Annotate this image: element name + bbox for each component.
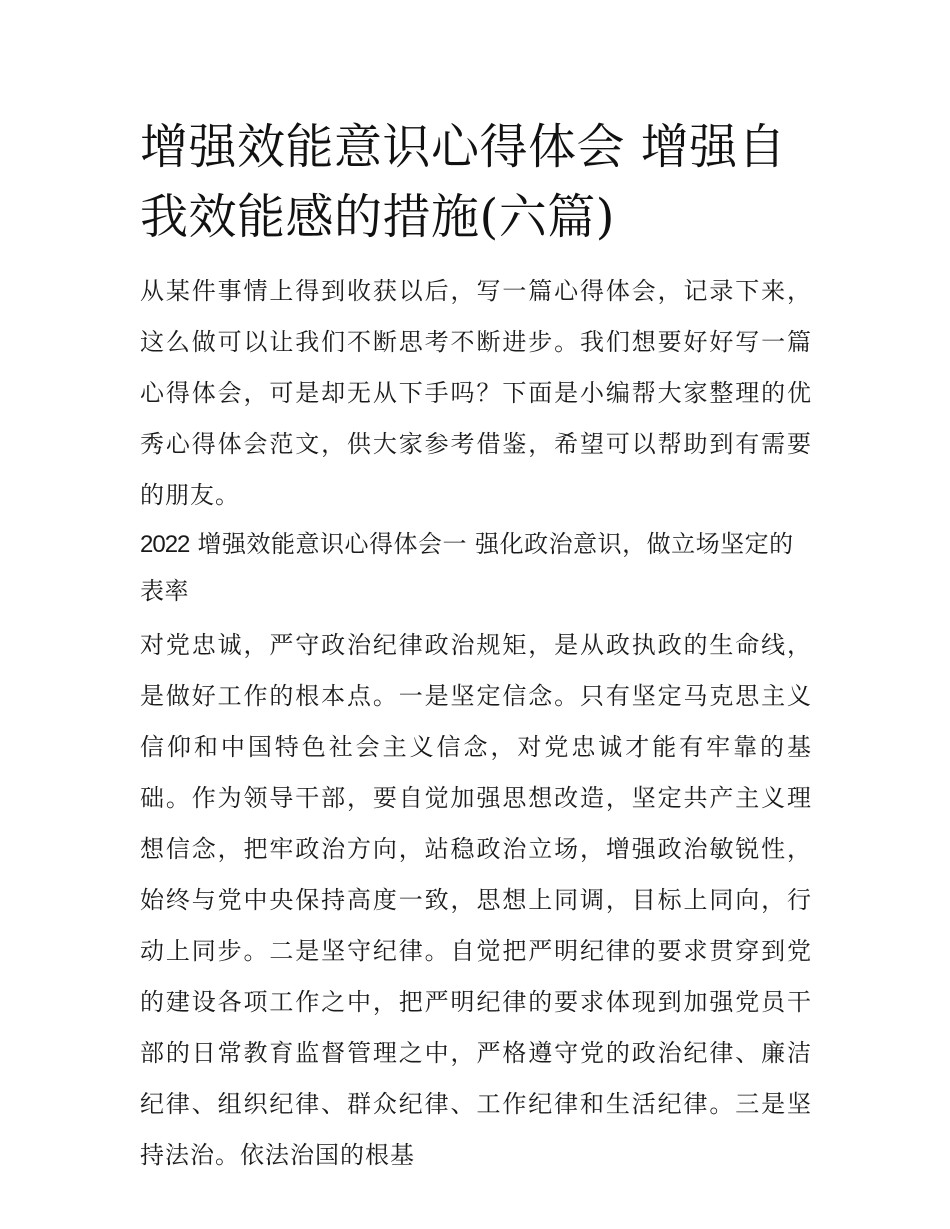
body-paragraph: 对党忠诚，严守政治纪律政治规矩，是从政执政的生命线，是做好工作的根本点。一是坚定信念。只有坚定马克思主义信仰和中国特色社会主义信念，对党忠诚才能有牢靠的基础。作为领导干部，要自觉加强思想改造，坚定共产主义理想信念，把牢政治方向，站稳政治立场，增强政治敏锐性，始终与党中央保持高度一致，思想上同调，目标上同向，行动上同步。二是坚守纪律。自觉把严明纪律的要求贯穿到党的建设各项工作之中，把严明纪律的要求体现到加强党员干部的日常教育监督管理之中，严格遵守党的政治纪律、廉洁纪律、组织纪律、群众纪律、工作纪律和生活纪律。三是坚持法治。依法治国的根基 <box>140 631 812 1169</box>
section-heading-year: 2022 <box>140 531 190 558</box>
document-page <box>140 112 812 1181</box>
section-heading-text: 增强效能意识心得体会一 强化政治意识，做立场坚定的表率 <box>140 530 794 605</box>
section-heading <box>140 521 812 614</box>
document-title: 增强效能意识心得体会 增强自我效能感的措施(六篇) <box>140 119 787 245</box>
intro-paragraph: 从某件事情上得到收获以后，写一篇心得体会，记录下来，这么做可以让我们不断思考不断进步。我们想要好好写一篇心得体会，可是却无从下手吗？下面是小编帮大家整理的优秀心得体会范文，供大家参考借鉴，希望可以帮助到有需要的朋友。 <box>140 277 812 509</box>
